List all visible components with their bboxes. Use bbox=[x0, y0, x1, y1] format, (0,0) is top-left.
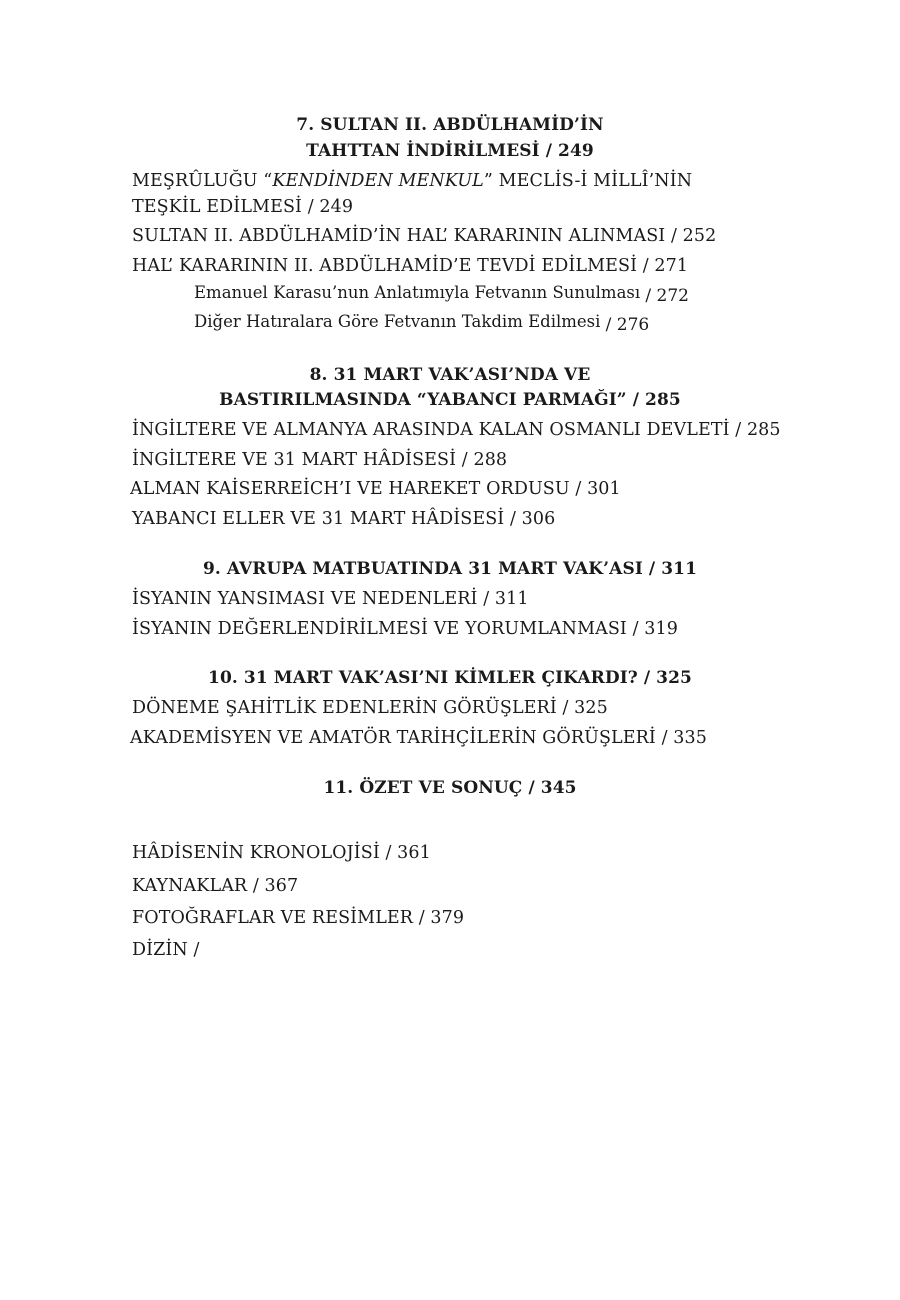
toc-entry: SULTAN II. ABDÜLHAMİD’İN HAL’ KARARININ ALINMASI / 252 bbox=[132, 226, 717, 246]
subentry-page: / 276 bbox=[605, 315, 650, 335]
toc-entry-mesruluğu bbox=[132, 168, 752, 220]
chapter-9-heading: 9. AVRUPA MATBUATINDA 31 MART VAK’ASI / 311 bbox=[202, 559, 698, 579]
toc-entry: YABANCI ELLER VE 31 MART HÂDİSESİ / 306 bbox=[132, 509, 556, 529]
chapter-8-heading-line-1: 8. 31 MART VAK’ASI’NDA VE bbox=[309, 365, 591, 385]
toc-entry: ALMAN KAİSERREİCH’I VE HAREKET ORDUSU / 301 bbox=[130, 479, 621, 499]
back-matter-entry: KAYNAKLAR / 367 bbox=[132, 876, 299, 896]
chapter-8-heading-line-2: BASTIRILMASINDA “YABANCI PARMAĞI” / 285 bbox=[219, 390, 681, 410]
chapter-7-heading-line-2: TAHTTAN İNDİRİLMESİ / 249 bbox=[306, 141, 594, 161]
subentry-text: Diğer Hatıralara Göre Fetvanın Takdim Edilmesi bbox=[194, 312, 601, 331]
back-matter-entry: HÂDİSENİN KRONOLOJİSİ / 361 bbox=[132, 843, 431, 863]
toc-entry: İNGİLTERE VE ALMANYA ARASINDA KALAN OSMANLI DEVLETİ / 285 bbox=[132, 420, 781, 440]
toc-entry: AKADEMİSYEN VE AMATÖR TARİHÇİLERİN GÖRÜŞLERİ / 335 bbox=[130, 728, 707, 748]
chapter-11-heading: 11. ÖZET VE SONUÇ / 345 bbox=[323, 778, 577, 798]
back-matter-entry: FOTOĞRAFLAR VE RESİMLER / 379 bbox=[132, 908, 465, 928]
toc-entry: HAL’ KARARININ II. ABDÜLHAMİD’E TEVDİ EDİLMESİ / 271 bbox=[132, 256, 689, 276]
subentry-page: / 272 bbox=[645, 286, 689, 306]
entry-text-post: ” MECLİS-İ MİLLÎ’NİN TEŞKİL EDİLMESİ / 249 bbox=[132, 171, 693, 217]
toc-subentry bbox=[194, 280, 689, 306]
entry-text-italic: KENDİNDEN MENKUL bbox=[272, 171, 484, 191]
toc-entry: İSYANIN DEĞERLENDİRİLMESİ VE YORUMLANMASI / 319 bbox=[132, 619, 678, 639]
toc-entry: İSYANIN YANSIMASI VE NEDENLERİ / 311 bbox=[132, 589, 529, 609]
subentry-text: Emanuel Karasu’nun Anlatımıyla Fetvanın Sunulması bbox=[194, 283, 641, 302]
toc-entry: İNGİLTERE VE 31 MART HÂDİSESİ / 288 bbox=[132, 450, 508, 470]
toc-entry: DÖNEME ŞAHİTLİK EDENLERİN GÖRÜŞLERİ / 325 bbox=[132, 698, 608, 718]
chapter-7-heading-line-1: 7. SULTAN II. ABDÜLHAMİD’İN bbox=[296, 115, 604, 135]
chapter-10-heading: 10. 31 MART VAK’ASI’NI KİMLER ÇIKARDI? / 325 bbox=[208, 668, 692, 688]
entry-text-pre: MEŞRÛLUĞU “ bbox=[132, 171, 273, 191]
toc-subentry bbox=[194, 309, 649, 335]
back-matter-entry: DİZİN / bbox=[132, 940, 200, 960]
